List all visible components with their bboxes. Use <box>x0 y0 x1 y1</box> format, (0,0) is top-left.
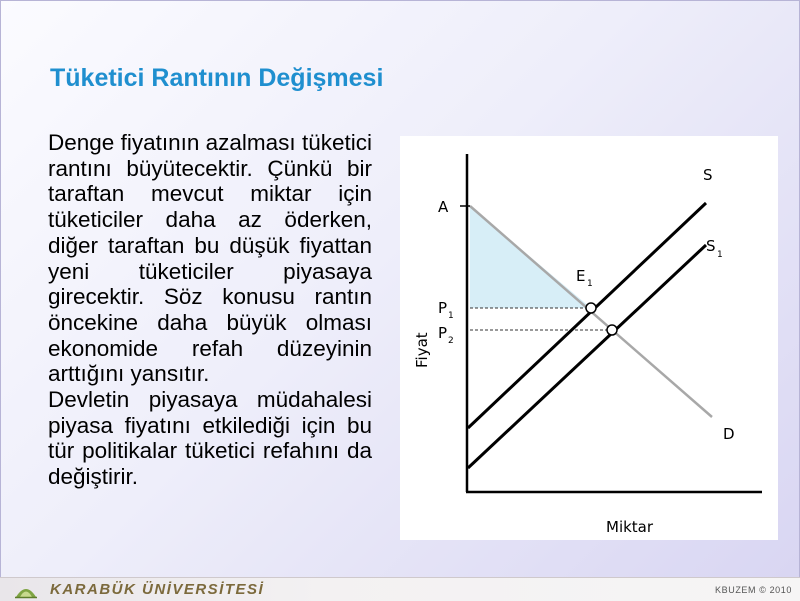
label-p2-sub: 2 <box>448 336 454 346</box>
label-s1-sub: 1 <box>717 250 723 260</box>
footer-copyright: KBUZEM © 2010 <box>715 585 792 595</box>
label-e1-sub: 1 <box>587 279 593 289</box>
label-d: D <box>723 425 735 443</box>
university-logo-icon <box>14 580 38 599</box>
paragraph-2: Devletin piyasaya müdahalesi piyasa fiyatını etkilediği için bu tür politikalar tüketici refahını da değiştirir. <box>48 387 372 490</box>
equilibrium-point-1 <box>586 303 596 313</box>
equilibrium-point-2 <box>607 325 617 335</box>
x-axis-label: Miktar <box>606 518 654 536</box>
label-p2: P <box>438 324 448 342</box>
label-p1: P <box>438 299 448 317</box>
slide-title: Tüketici Rantının Değişmesi <box>50 64 384 92</box>
label-p1-sub: 1 <box>448 311 454 321</box>
y-axis-label: Fiyat <box>413 332 431 368</box>
supply-demand-diagram <box>400 136 778 540</box>
footer-bar <box>0 577 800 601</box>
label-s: S <box>703 166 713 184</box>
label-a: A <box>438 198 449 216</box>
body-text <box>48 130 372 490</box>
label-e1: E <box>576 267 586 285</box>
label-s1: S <box>706 237 716 255</box>
paragraph-1: Denge fiyatının azalması tüketici rantını büyütecektir. Çünkü bir taraftan mevcut miktar için tüketiciler daha az öderken, diğer taraftan bu düşük fiyattan yeni tüketiciler piyasaya girecektir. Söz konusu rantın öncekine daha büyük olması ekonomide refah düzeyinin arttığını yansıtır. <box>48 130 372 387</box>
footer-university-name: KARABÜK ÜNİVERSİTESİ <box>50 581 265 598</box>
diagram-svg <box>400 136 778 540</box>
